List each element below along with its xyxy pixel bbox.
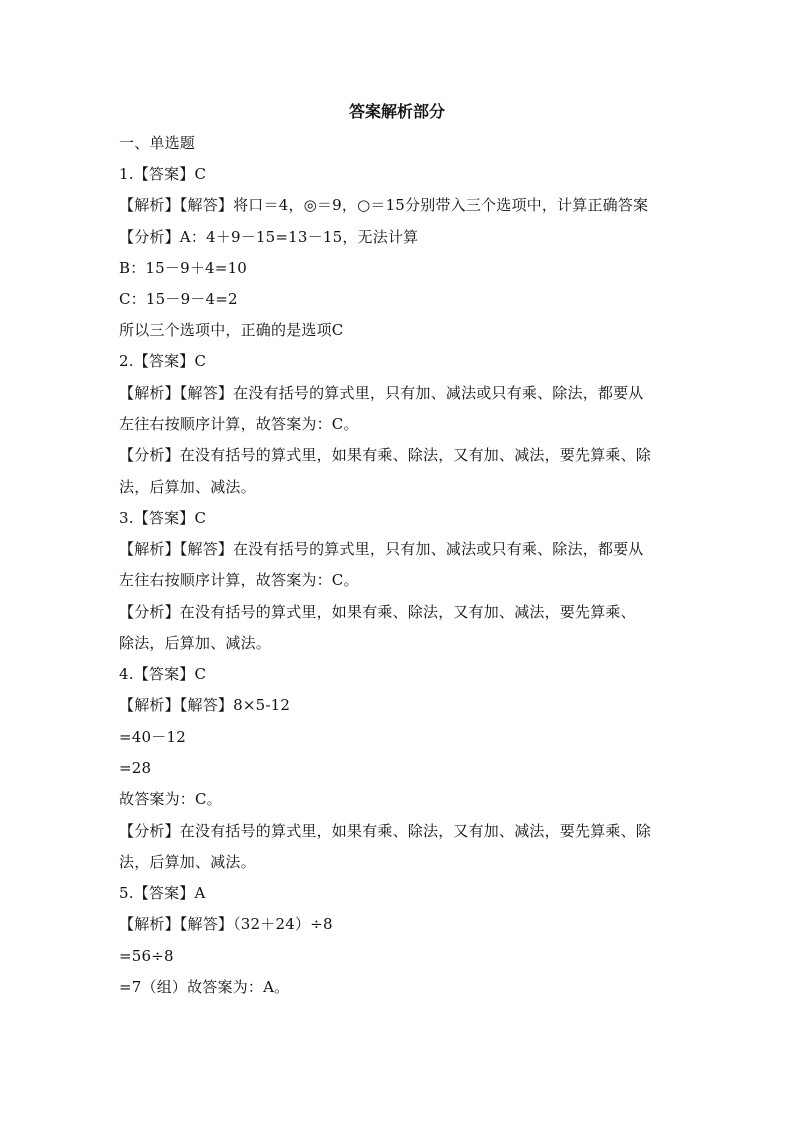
answer-line-q5: 5.【答案】A (119, 884, 206, 902)
text-line: 所以三个选项中，正确的是选项C (119, 321, 344, 339)
text-line: 左往右按顺序计算，故答案为：C。 (119, 571, 359, 589)
text-line: B：15－9＋4=10 (119, 259, 248, 277)
text-line: =28 (119, 759, 152, 777)
answer-line-q4: 4.【答案】C (119, 665, 207, 683)
solution-line-q4: 【解析】【解答】8×5-12 (119, 696, 291, 714)
solution-line-q1: 【解析】【解答】将口＝4，◎＝9，○＝15分别带入三个选项中，计算正确答案 (119, 196, 649, 214)
text-line: 除法，后算加、减法。 (119, 634, 272, 652)
answer-line-q1: 1.【答案】C (119, 165, 207, 183)
text-line: 故答案为：C。 (119, 790, 222, 808)
analysis-line-q2: 【分析】在没有括号的算式里，如果有乘、除法，又有加、减法，要先算乘、除 (119, 446, 652, 464)
analysis-line-q3: 【分析】在没有括号的算式里，如果有乘、除法，又有加、减法，要先算乘、 (119, 603, 636, 621)
text-line: =7（组）故答案为：A。 (119, 978, 290, 996)
analysis-line-q1: 【分析】A：4＋9－15=13－15，无法计算 (119, 228, 419, 246)
solution-line-q2: 【解析】【解答】在没有括号的算式里，只有加、减法或只有乘、除法，都要从 (119, 384, 644, 402)
section-heading: 一、单选题 (119, 134, 196, 152)
text-line: C：15－9－4=2 (119, 290, 238, 308)
solution-line-q5: 【解析】【解答】（32＋24）÷8 (119, 915, 333, 933)
page-title: 答案解析部分 (348, 102, 445, 121)
answer-line-q2: 2.【答案】C (119, 352, 207, 370)
solution-line-q3: 【解析】【解答】在没有括号的算式里，只有加、减法或只有乘、除法，都要从 (119, 540, 644, 558)
text-line: 法，后算加、减法。 (119, 853, 256, 871)
text-line: 法，后算加、减法。 (119, 478, 256, 496)
text-line: =40－12 (119, 728, 186, 746)
analysis-line-q4: 【分析】在没有括号的算式里，如果有乘、除法，又有加、减法，要先算乘、除 (119, 822, 652, 840)
answer-line-q3: 3.【答案】C (119, 509, 207, 527)
text-line: 左往右按顺序计算，故答案为：C。 (119, 415, 359, 433)
text-line: =56÷8 (119, 947, 174, 965)
